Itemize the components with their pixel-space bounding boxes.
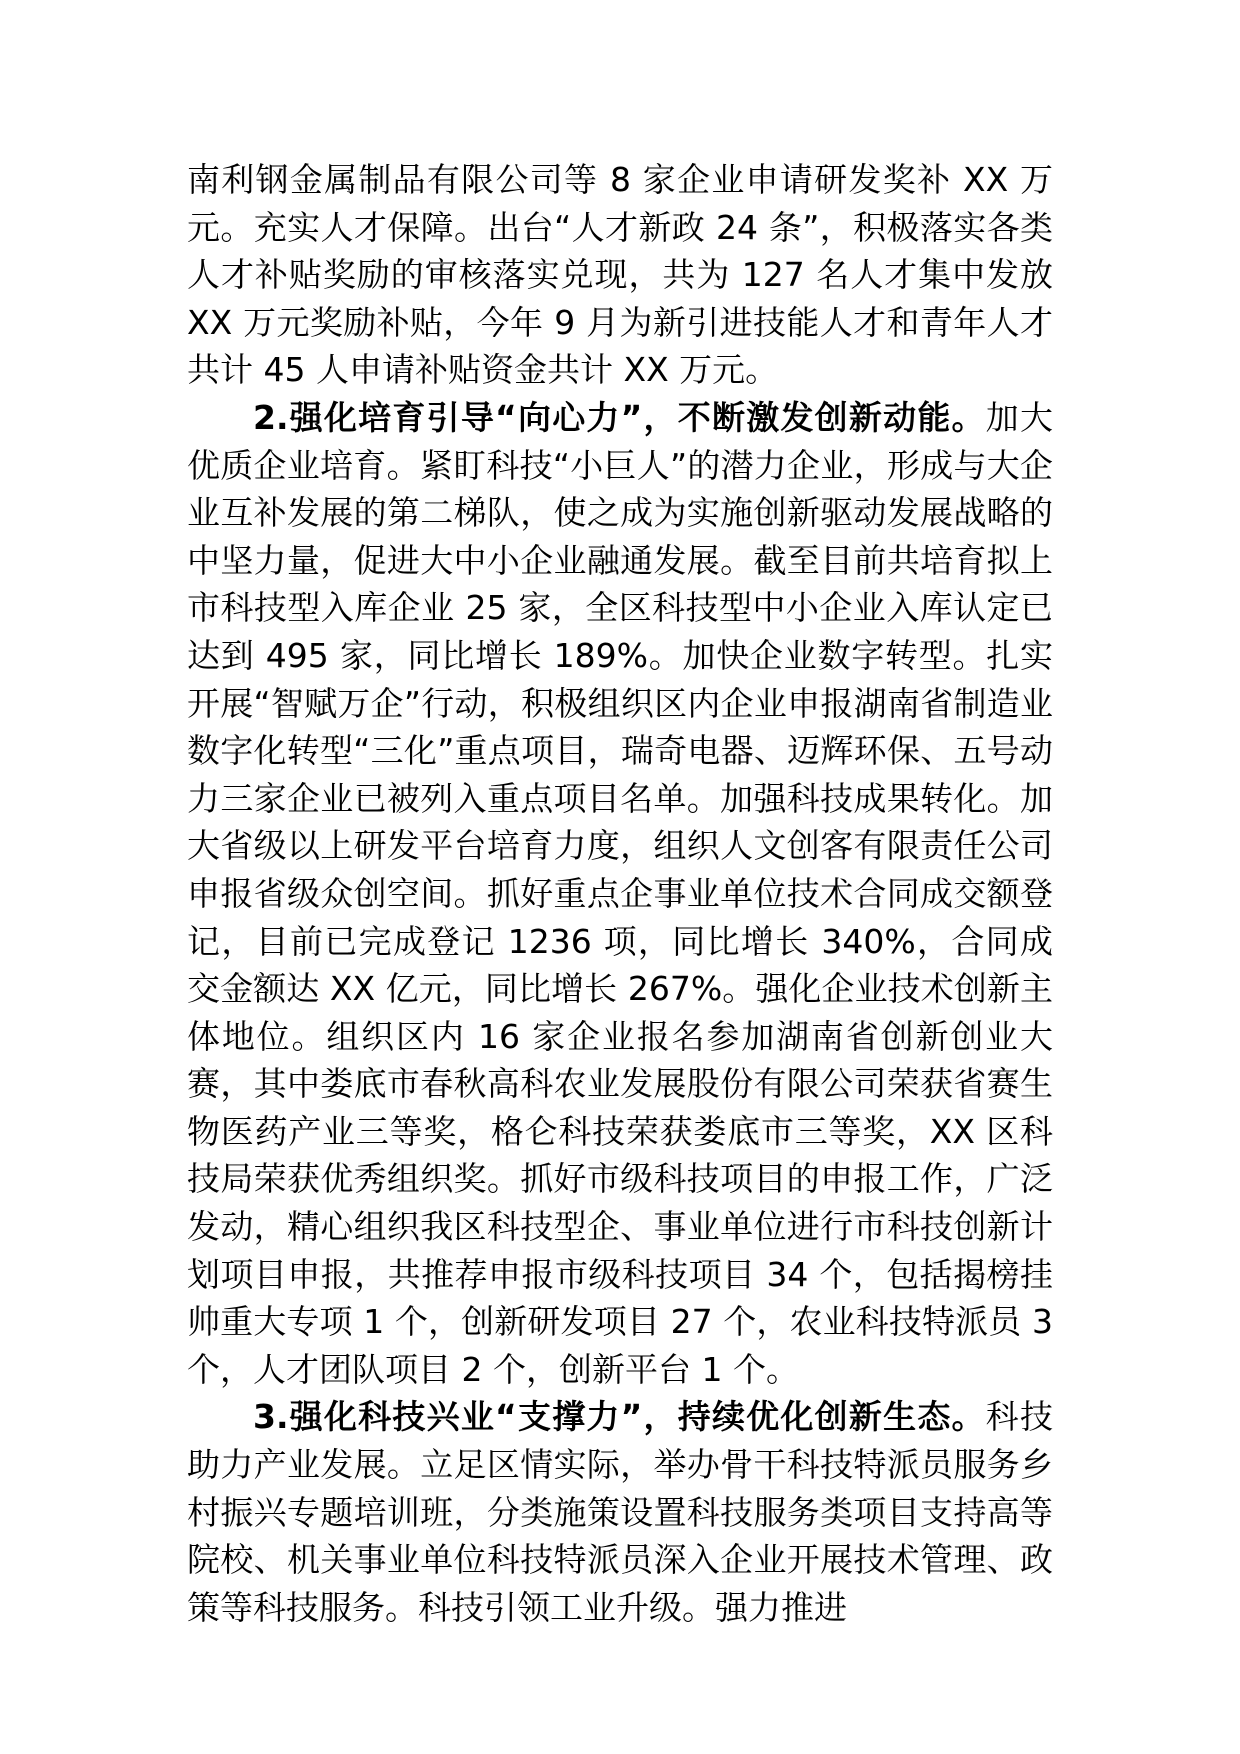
section-heading-3: 3.强化科技兴业“支撑力”，持续优化创新生态。 bbox=[253, 1397, 986, 1437]
paragraph-enterprise-cultivation bbox=[187, 394, 1053, 1393]
section-heading-2: 2.强化培育引导“向心力”，不断激发创新动能。 bbox=[253, 397, 986, 437]
paragraph-innovation-ecology bbox=[187, 1393, 1053, 1631]
paragraph-text: 科技助力产业发展。立足区情实际，举办骨干科技特派员服务乡村振兴专题培训班，分类施策设置科技服务类项目支持高等院校、机关事业单位科技特派员深入企业开展技术管理、政策等科技服务。科技引领工业升级。强力推进 bbox=[187, 1397, 1054, 1627]
paragraph-text: 加大优质企业培育。紧盯科技“小巨人”的潜力企业，形成与大企业互补发展的第二梯队，使之成为实施创新驱动发展战略的中坚力量，促进大中小企业融通发展。截至目前共培育拟上市科技型入库企业 25 家，全区科技型中小企业入库认定已达到 495 家，同比增长 189%。加快企业数字转型。扎实开展“智赋万企”行动，积极组织区内企业申报湖南省制造业数字化转型“三化”重点项目，瑞奇电器、迈辉环保、五号动力三家企业已被列入重点项目名单。加强科技成果转化。加大省级以上研发平台培育力度，组织人文创客有限责任公司申报省级众创空间。抓好重点企事业单位技术合同成交额登记，目前已完成登记 1236 项，同比增长 340%，合同成交金额达 XX 亿元，同比增长 267%。强化企业技术创新主体地位。组织区内 16 家企业报名参加湖南省创新创业大赛，其中娄底市春秋高科农业发展股份有限公司荣获省赛生物医药产业三等奖，格仑科技荣获娄底市三等奖，XX 区科技局荣获优秀组织奖。抓好市级科技项目的申报工作，广泛发动，精心组织我区科技型企、事业单位进行市科技创新计划项目申报，共推荐申报市级科技项目 34 个，包括揭榜挂帅重大专项 1 个，创新研发项目 27 个，农业科技特派员 3 个，人才团队项目 2 个，创新平台 1 个。 bbox=[187, 397, 1054, 1389]
paragraph-text: 南利钢金属制品有限公司等 8 家企业申请研发奖补 XX 万元。充实人才保障。出台“人才新政 24 条”，积极落实各类人才补贴奖励的审核落实兑现，共为 127 名人才集中发放 XX 万元奖励补贴，今年 9 月为新引进技能人才和青年人才共计 45 人申请补贴资金共计 XX 万元。 bbox=[187, 160, 1053, 390]
paragraph-talent-support bbox=[187, 156, 1053, 394]
document-page bbox=[187, 156, 1053, 1631]
